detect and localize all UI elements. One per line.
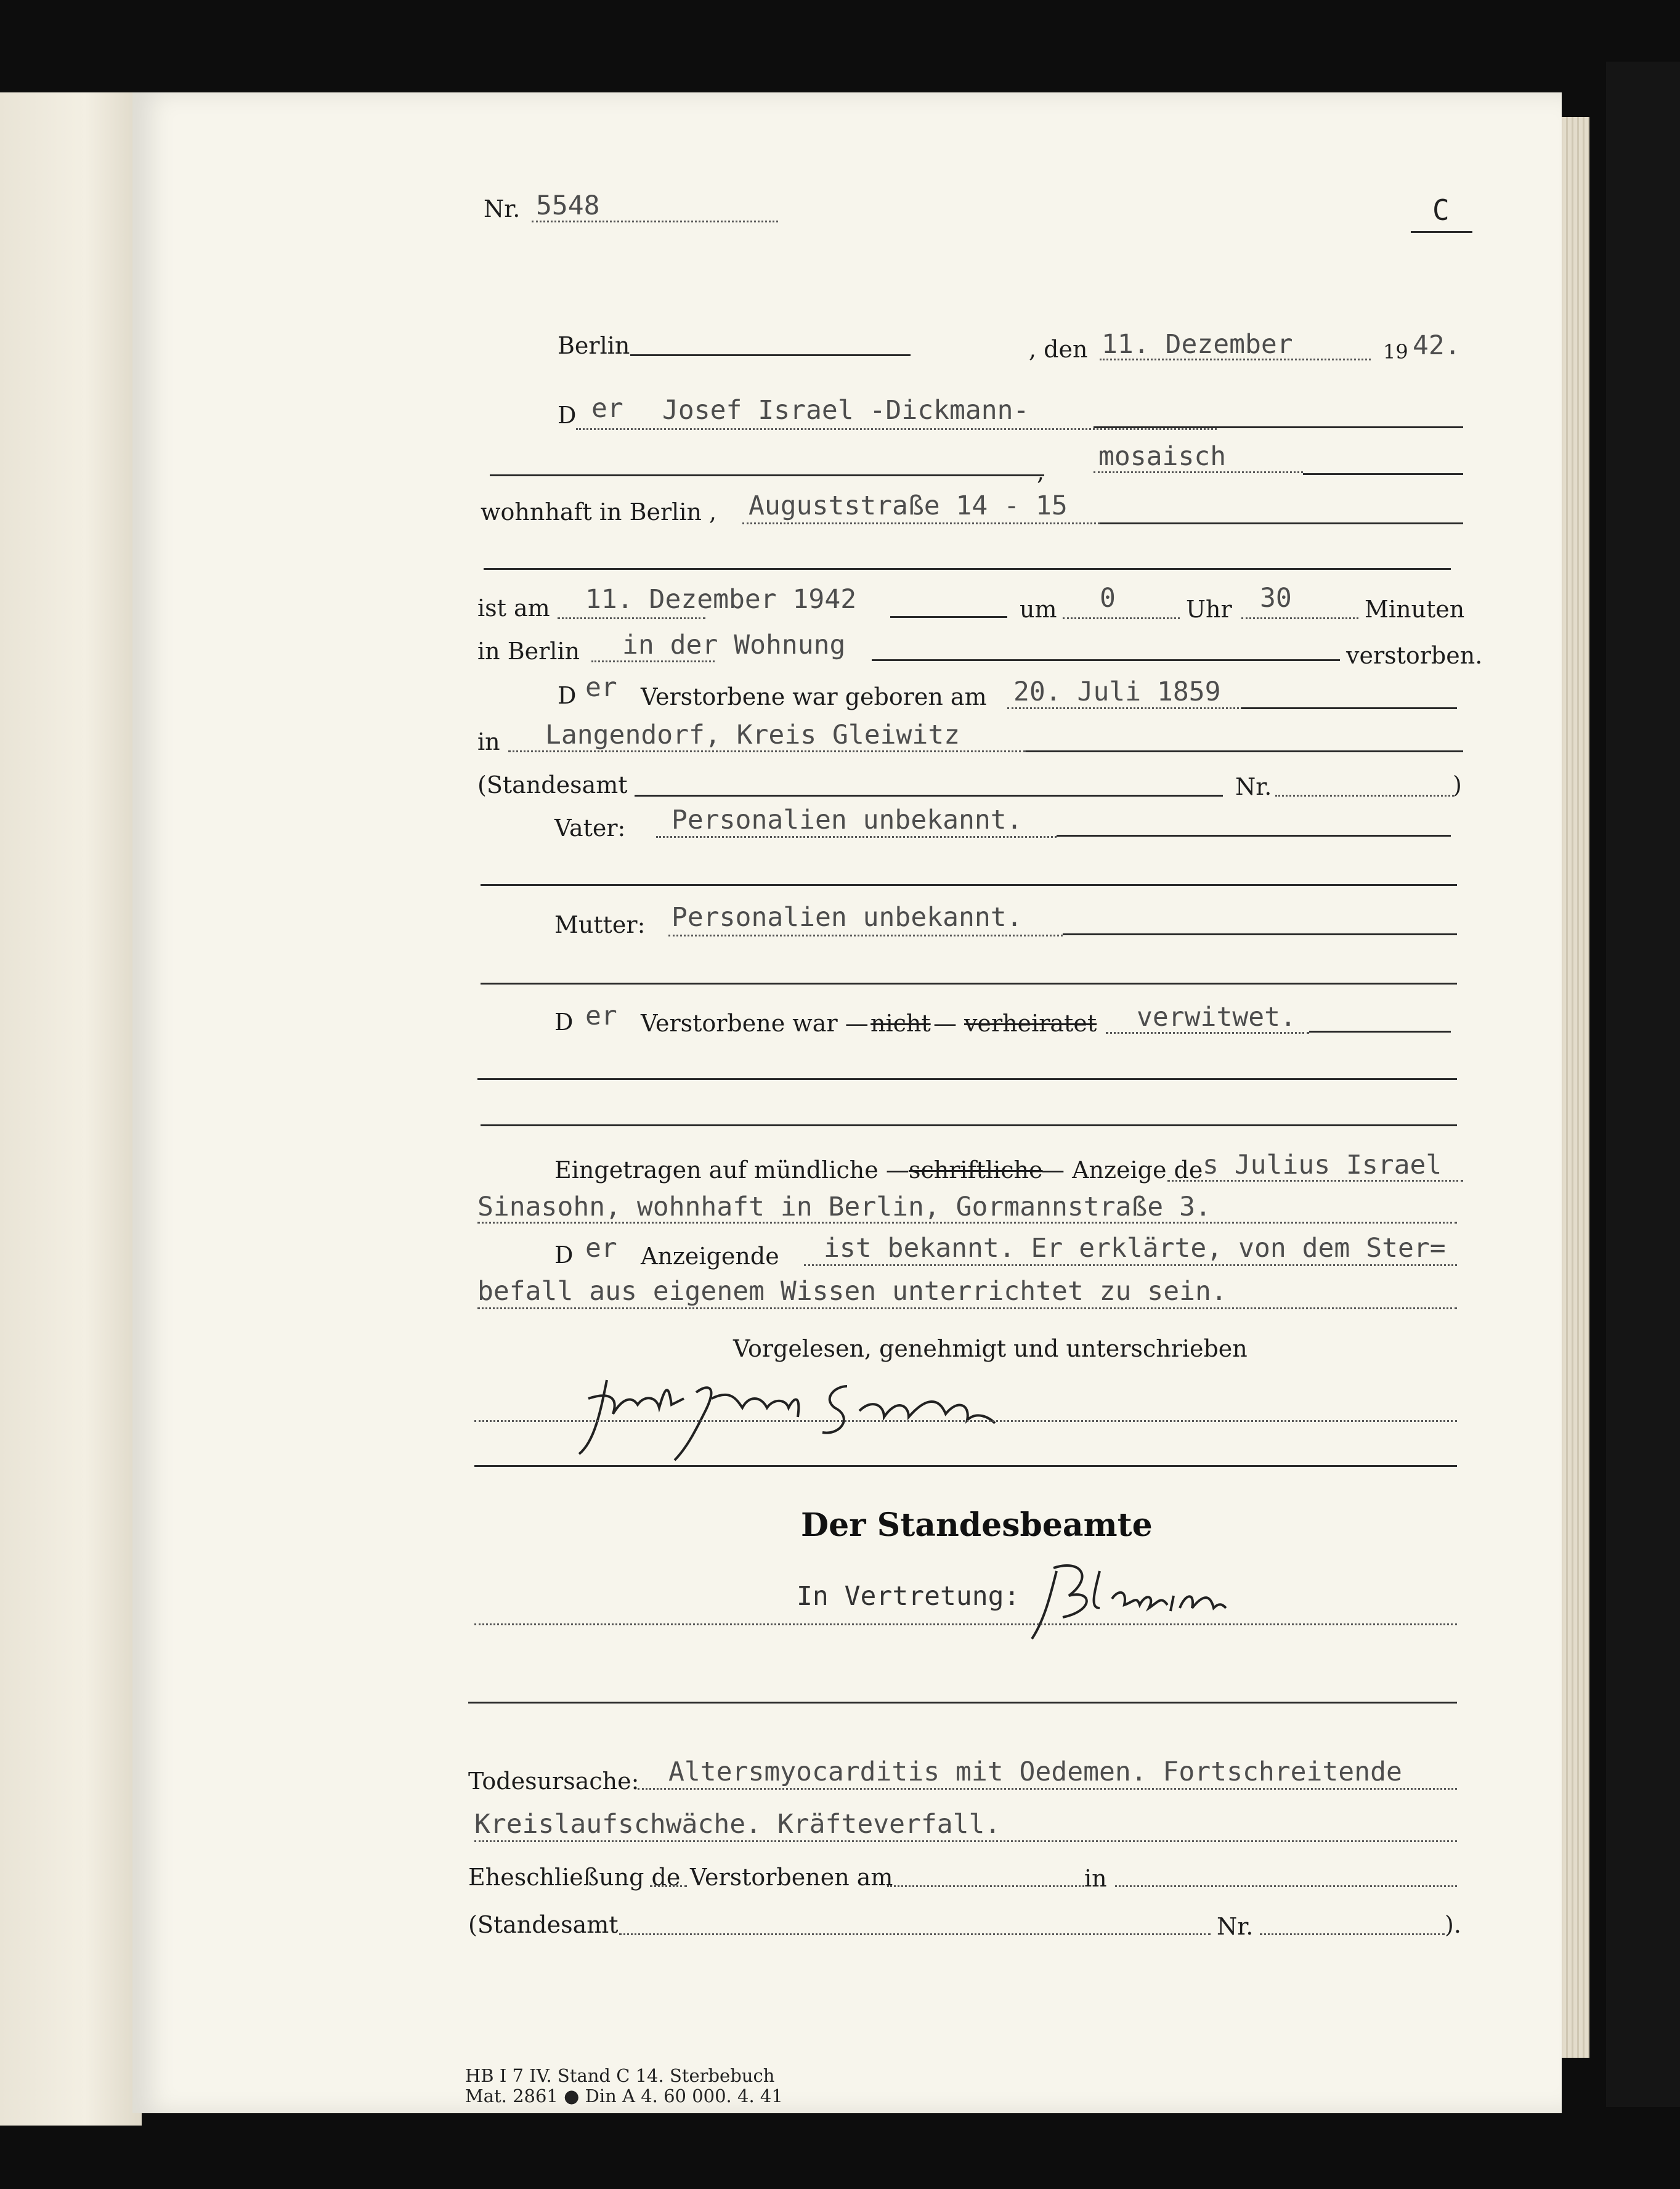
name-line bbox=[1094, 426, 1463, 428]
comma-sep: , bbox=[1037, 458, 1045, 485]
marriage-nr-dots bbox=[1260, 1933, 1445, 1935]
cause-line-1: Altersmyocarditis mit Oedemen. Fortschreitende bbox=[668, 1756, 1402, 1787]
wohnhaft-label: wohnhaft in Berlin , bbox=[481, 498, 717, 526]
religion-dotted-line bbox=[1094, 471, 1303, 473]
birth-der-suffix: er bbox=[585, 672, 617, 703]
nr-label: Nr. bbox=[484, 195, 521, 222]
registration-label-b: — Anzeige de bbox=[1041, 1156, 1203, 1184]
marriage-standesamt-label: (Standesamt bbox=[468, 1911, 619, 1938]
book-cover-edge bbox=[1606, 62, 1680, 2107]
der-suffix: er bbox=[591, 393, 623, 424]
marital-label: Verstorbene war — bbox=[641, 1010, 869, 1037]
footer-line-1: HB I 7 IV. Stand C 14. Sterbebuch bbox=[465, 2065, 775, 2086]
statement-a: ist bekannt. Er erklärte, von dem Ster= bbox=[824, 1233, 1446, 1264]
cause-line-2: Kreislaufschwäche. Kräfteverfall. bbox=[474, 1809, 1001, 1840]
entry-number: 5548 bbox=[536, 190, 600, 221]
birth-standesamt-line bbox=[635, 795, 1223, 797]
marriage-nr-label: Nr. bbox=[1217, 1913, 1254, 1940]
death-date: 11. Dezember 1942 bbox=[585, 584, 857, 615]
registrar-dots bbox=[474, 1623, 1457, 1625]
marital-status: verwitwet. bbox=[1137, 1002, 1296, 1033]
anzeigende-prefix: D bbox=[554, 1241, 574, 1269]
vater-value: Personalien unbekannt. bbox=[672, 805, 1023, 835]
date-value: 11. Dezember bbox=[1102, 329, 1293, 360]
death-hour: 0 bbox=[1100, 583, 1116, 614]
location-line bbox=[872, 659, 1340, 661]
corner-underline bbox=[1411, 231, 1472, 233]
death-date-line bbox=[890, 616, 1007, 618]
corner-letter: C bbox=[1432, 193, 1450, 227]
address-value: Auguststraße 14 - 15 bbox=[749, 490, 1068, 521]
informant-b: Sinasohn, wohnhaft in Berlin, Gormannstraße 3. bbox=[477, 1192, 1211, 1222]
minute-dotted-line bbox=[1241, 617, 1358, 619]
nr-dotted-line bbox=[532, 221, 778, 222]
address-line bbox=[1100, 522, 1463, 524]
religion-line bbox=[1303, 473, 1463, 475]
marriage-close: ). bbox=[1445, 1911, 1461, 1938]
ist-am-label: ist am bbox=[477, 595, 550, 622]
marital-line bbox=[1309, 1031, 1451, 1033]
birth-nr-dots bbox=[1275, 795, 1454, 797]
birth-date-dots bbox=[1007, 707, 1254, 709]
birth-date: 20. Juli 1859 bbox=[1013, 676, 1221, 707]
informant-a-dots bbox=[1167, 1180, 1463, 1182]
birth-place: Langendorf, Kreis Gleiwitz bbox=[545, 720, 960, 750]
registrar-title: Der Standesbeamte bbox=[801, 1506, 1153, 1544]
registrar-signature bbox=[1026, 1553, 1229, 1645]
cause-dots-2 bbox=[474, 1840, 1457, 1842]
marital-line-3 bbox=[481, 1124, 1457, 1126]
line-2a bbox=[490, 474, 1044, 476]
informant-b-dots bbox=[477, 1222, 1457, 1224]
informant-a: s Julius Israel bbox=[1203, 1150, 1442, 1180]
statement-b: befall aus eigenem Wissen unterrichtet zu sein. bbox=[477, 1276, 1227, 1307]
line-4 bbox=[484, 568, 1451, 570]
marriage-label-b: Verstorbenen am bbox=[690, 1864, 893, 1891]
address-dotted-line bbox=[742, 522, 1100, 524]
place-label: Berlin bbox=[558, 332, 630, 359]
den-label: , den bbox=[1029, 336, 1088, 363]
marriage-place-dots bbox=[1115, 1885, 1457, 1887]
mutter-dots bbox=[668, 935, 1063, 936]
death-minute: 30 bbox=[1260, 583, 1292, 614]
mutter-label: Mutter: bbox=[554, 911, 646, 938]
minuten-label: Minuten bbox=[1365, 596, 1465, 623]
birth-date-line bbox=[1241, 707, 1457, 709]
birth-close: ) bbox=[1453, 771, 1462, 798]
anzeigende-label: Anzeigende bbox=[641, 1243, 779, 1270]
marital-dots bbox=[1106, 1032, 1309, 1034]
um-label: um bbox=[1020, 596, 1057, 623]
marriage-in-label: in bbox=[1084, 1865, 1107, 1892]
uhr-label: Uhr bbox=[1186, 596, 1232, 623]
year-suffix: 42. bbox=[1413, 330, 1461, 361]
birth-nr-label: Nr. bbox=[1235, 773, 1272, 800]
ist-am-dots bbox=[558, 617, 705, 619]
registration-label-a: Eingetragen auf mündliche — bbox=[554, 1156, 909, 1184]
mutter-value: Personalien unbekannt. bbox=[672, 902, 1023, 933]
death-register-page bbox=[132, 92, 1562, 2113]
religion-value: mosaisch bbox=[1098, 441, 1227, 472]
marriage-label-a: Eheschließung de bbox=[468, 1864, 681, 1891]
birth-der-prefix: D bbox=[558, 682, 577, 709]
date-dotted-line bbox=[1100, 359, 1371, 360]
vater-dots bbox=[656, 836, 1057, 838]
vater-label: Vater: bbox=[554, 814, 626, 842]
deputy-label: In Vertretung: bbox=[797, 1581, 1020, 1612]
marriage-de-dots bbox=[650, 1885, 687, 1887]
deceased-name: Josef Israel -Dickmann- bbox=[662, 395, 1029, 426]
birth-place-dots bbox=[508, 750, 1026, 752]
marital-der-suffix: er bbox=[585, 1001, 617, 1031]
marital-dash: — bbox=[933, 1010, 957, 1037]
birth-standesamt-label: (Standesamt bbox=[477, 771, 628, 798]
birth-in-label: in bbox=[477, 728, 500, 755]
birth-place-line bbox=[1026, 750, 1463, 752]
marital-struck-nicht: nicht bbox=[870, 1010, 931, 1037]
statement-a-dots bbox=[804, 1264, 1457, 1266]
marital-line-2 bbox=[477, 1078, 1457, 1080]
anzeigende-suffix: er bbox=[585, 1233, 617, 1264]
marriage-standesamt-dots bbox=[619, 1933, 1211, 1935]
place-line bbox=[630, 354, 911, 356]
year-prefix: 19 bbox=[1383, 340, 1408, 363]
cause-dots-1 bbox=[638, 1788, 1457, 1790]
mutter-line bbox=[1063, 933, 1457, 935]
read-approved-label: Vorgelesen, genehmigt und unterschrieben bbox=[733, 1335, 1248, 1362]
in-berlin-label: in Berlin bbox=[477, 638, 580, 665]
marital-der-prefix: D bbox=[554, 1009, 574, 1036]
death-location: in der Wohnung bbox=[622, 630, 846, 660]
vater-line bbox=[1057, 835, 1451, 837]
der-prefix: D bbox=[558, 402, 577, 429]
mutter-line-2 bbox=[481, 983, 1457, 985]
statement-b-dots bbox=[477, 1307, 1457, 1309]
marital-struck-verheiratet: verheiratet bbox=[964, 1010, 1097, 1037]
informant-signature bbox=[564, 1362, 1032, 1472]
left-page-edge bbox=[0, 92, 142, 2126]
verstorben-label: verstorben. bbox=[1346, 642, 1483, 669]
vater-line-2 bbox=[481, 884, 1457, 886]
hour-dotted-line bbox=[1063, 617, 1180, 619]
birth-label: Verstorbene war geboren am bbox=[641, 683, 987, 710]
registration-struck-schriftliche: schriftliche bbox=[909, 1156, 1043, 1184]
registrar-line bbox=[468, 1702, 1457, 1704]
signature-line bbox=[474, 1465, 1457, 1467]
marriage-date-dots bbox=[887, 1885, 1084, 1887]
name-dotted-line bbox=[576, 428, 1217, 430]
location-dots bbox=[591, 660, 715, 662]
footer-line-2: Mat. 2861 ● Din A 4. 60 000. 4. 41 bbox=[465, 2085, 783, 2106]
signature-dots bbox=[474, 1420, 1457, 1422]
cause-label: Todesursache: bbox=[468, 1768, 639, 1795]
